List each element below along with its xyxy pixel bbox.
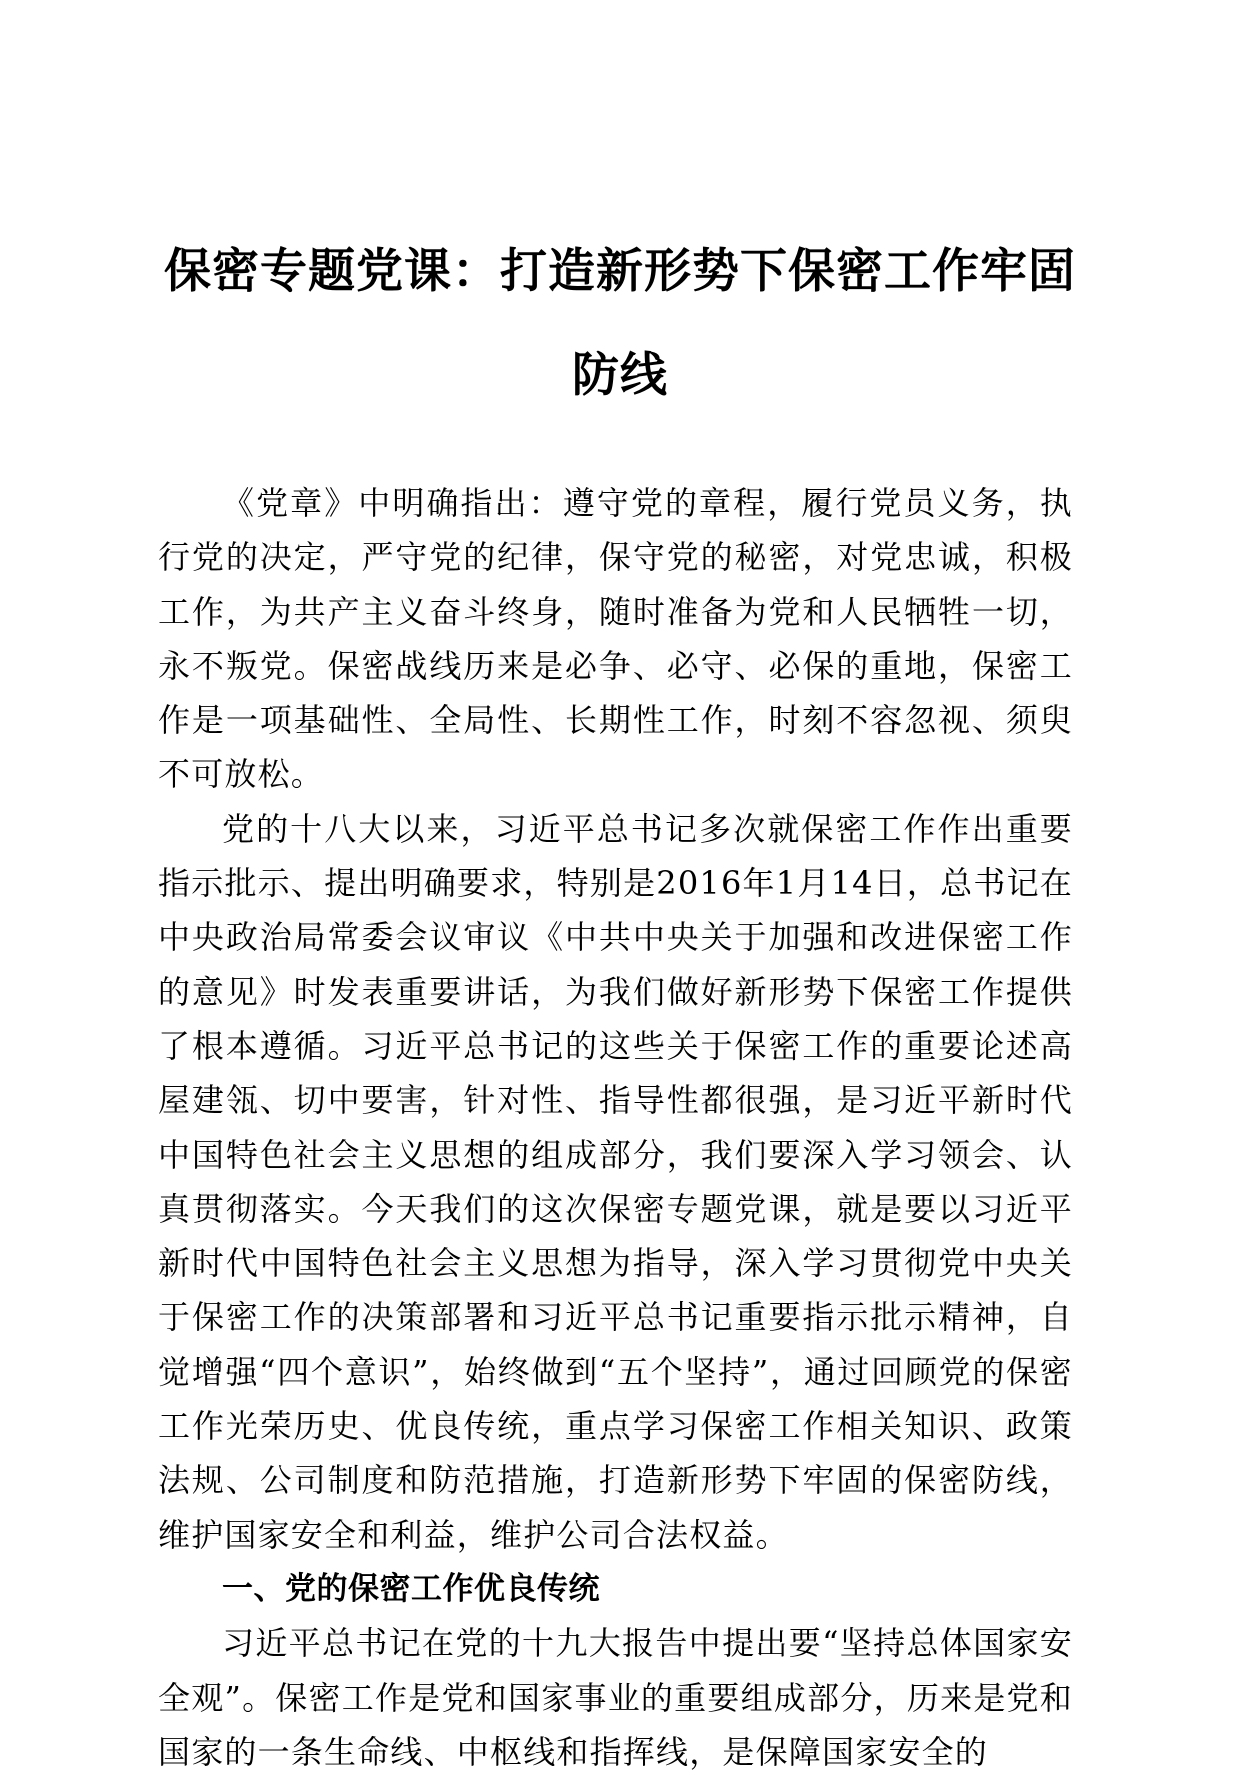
- paragraph-eighteenth-congress: 党的十八大以来，习近平总书记多次就保密工作作出重要指示批示、提出明确要求，特别是2016年1月14日，总书记在中央政治局常委会议审议《中共中央关于加强和改进保密工作的意见》时发表重要讲话，为我们做好新形势下保密工作提供了根本遵循。习近平总书记的这些关于保密工作的重要论述高屋建瓴、切中要害，针对性、指导性都很强，是习近平新时代中国特色社会主义思想的组成部分，我们要深入学习领会、认真贯彻落实。今天我们的这次保密专题党课，就是要以习近平新时代中国特色社会主义思想为指导，深入学习贯彻党中央关于保密工作的决策部署和习近平总书记重要指示批示精神，自觉增强“四个意识”，始终做到“五个坚持”，通过回顾党的保密工作光荣历史、优良传统，重点学习保密工作相关知识、政策法规、公司制度和防范措施，打造新形势下牢固的保密防线，维护国家安全和利益，维护公司合法权益。: [158, 809, 1073, 1554]
- paragraph-section-one: 习近平总书记在党的十九大报告中提出要“坚持总体国家安全观”。保密工作是党和国家事业的重要组成部分，历来是党和国家的一条生命线、中枢线和指挥线，是保障国家安全的: [158, 1624, 1073, 1771]
- section-heading: 一、党的保密工作优良传统: [222, 1570, 600, 1607]
- document-body: [158, 476, 1073, 1779]
- paragraph-party-constitution: 《党章》中明确指出：遵守党的章程，履行党员义务，执行党的决定，严守党的纪律，保守党的秘密，对党忠诚，积极工作，为共产主义奋斗终身，随时准备为党和人民牺牲一切，永不叛党。保密战线历来是必争、必守、必保的重地，保密工作是一项基础性、全局性、长期性工作，时刻不容忽视、须臾不可放松。: [158, 484, 1073, 794]
- document-title: 保密专题党课：打造新形势下保密工作牢固防线: [164, 244, 1076, 403]
